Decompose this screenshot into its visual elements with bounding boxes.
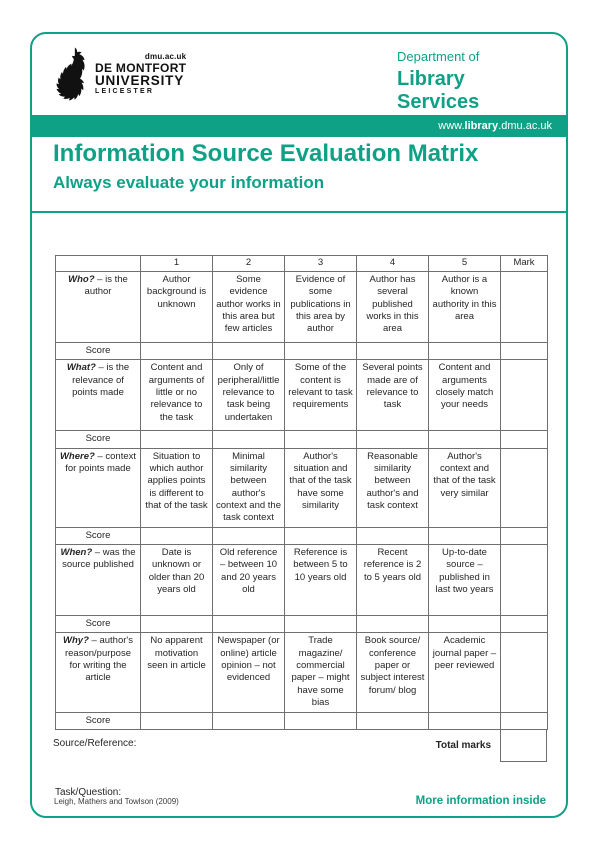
score-label: Score [56, 616, 141, 633]
criterion-cell: Author is a known authority in this area [429, 272, 501, 343]
score-cell[interactable] [357, 431, 429, 448]
mark-cell[interactable] [501, 633, 548, 712]
score-label: Score [56, 431, 141, 448]
score-cell[interactable] [285, 616, 357, 633]
criterion-cell: No apparent motivation seen in article [141, 633, 213, 712]
criterion-cell: Author has several published works in this area [357, 272, 429, 343]
score-cell[interactable] [429, 712, 501, 729]
score-label: Score [56, 712, 141, 729]
score-cell[interactable] [213, 527, 285, 544]
department-block [397, 50, 550, 114]
score-cell[interactable] [501, 343, 548, 360]
score-cell[interactable] [357, 616, 429, 633]
criterion-row-where [56, 448, 548, 527]
citation: Leigh, Mathers and Towlson (2009) [54, 797, 179, 806]
score-cell[interactable] [429, 431, 501, 448]
score-cell[interactable] [285, 343, 357, 360]
score-cell[interactable] [141, 343, 213, 360]
department-prefix: Department of [397, 49, 480, 64]
matrix-header-row [56, 256, 548, 272]
criterion-row-what [56, 360, 548, 431]
mark-cell[interactable] [501, 360, 548, 431]
row-label: Who? – is the author [56, 272, 141, 343]
url-post: .dmu.ac.uk [498, 120, 552, 132]
corner-cell [56, 256, 141, 272]
criterion-cell: Minimal similarity between author's context and the task context [213, 448, 285, 527]
score-cell[interactable] [501, 527, 548, 544]
criterion-cell: Several points made are of relevance to task [357, 360, 429, 431]
page-header [52, 44, 550, 113]
criterion-cell: Evidence of some publications in this area by author [285, 272, 357, 343]
score-cell[interactable] [285, 527, 357, 544]
totals-row [55, 730, 547, 766]
criterion-cell: Author's situation and that of the task have some similarity [285, 448, 357, 527]
score-cell[interactable] [357, 343, 429, 360]
library-url-bar [32, 115, 566, 137]
col-header-3: 3 [285, 256, 357, 272]
criterion-cell: Situation to which author applies points is different to that of the task [141, 448, 213, 527]
score-label: Score [56, 527, 141, 544]
score-cell[interactable] [213, 343, 285, 360]
score-row [56, 616, 548, 633]
total-marks-label: Total marks [435, 739, 491, 751]
col-header-5: 5 [429, 256, 501, 272]
mark-cell[interactable] [501, 272, 548, 343]
col-header-mark: Mark [501, 256, 548, 272]
row-label: What? – is the relevance of points made [56, 360, 141, 431]
url-bold: library [464, 120, 499, 132]
score-cell[interactable] [285, 431, 357, 448]
leaflet-page [30, 32, 568, 818]
logo-name-line3: LEICESTER [95, 88, 155, 96]
dmu-logo [52, 46, 186, 102]
criterion-cell: Reasonable similarity between author's and task context [357, 448, 429, 527]
criterion-cell: Some evidence author works in this area but few articles [213, 272, 285, 343]
score-cell[interactable] [501, 616, 548, 633]
score-cell[interactable] [141, 527, 213, 544]
score-cell[interactable] [141, 712, 213, 729]
criterion-cell: Trade magazine/ commercial paper – might have some bias [285, 633, 357, 712]
source-reference-label: Source/Reference: [53, 737, 137, 749]
score-row [56, 527, 548, 544]
logo-name-line1: DE MONTFORT [95, 60, 187, 75]
col-header-2: 2 [213, 256, 285, 272]
score-label: Score [56, 343, 141, 360]
criterion-row-why [56, 633, 548, 712]
criterion-cell: Newspaper (or online) article opinion – not evidenced [213, 633, 285, 712]
teal-divider [32, 211, 566, 213]
dmu-logo-text [95, 53, 186, 96]
score-cell[interactable] [141, 616, 213, 633]
score-cell[interactable] [285, 712, 357, 729]
col-header-1: 1 [141, 256, 213, 272]
mark-cell[interactable] [501, 448, 548, 527]
col-header-4: 4 [357, 256, 429, 272]
department-name: Library Services [397, 67, 480, 113]
criterion-cell: Author background is unknown [141, 272, 213, 343]
criterion-cell: Author's context and that of the task very similar [429, 448, 501, 527]
matrix-table [55, 255, 548, 730]
score-cell[interactable] [357, 527, 429, 544]
score-cell[interactable] [429, 527, 501, 544]
score-row [56, 712, 548, 729]
task-question-label: Task/Question: [55, 786, 122, 798]
logo-domain: dmu.ac.uk [144, 51, 187, 61]
criterion-cell: Only of peripheral/little relevance to task being undertaken [213, 360, 285, 431]
criterion-cell: Content and arguments closely match your needs [429, 360, 501, 431]
row-label: When? – was the source published [56, 545, 141, 616]
criterion-cell: Academic journal paper – peer reviewed [429, 633, 501, 712]
score-cell[interactable] [357, 712, 429, 729]
mark-cell[interactable] [501, 545, 548, 616]
score-cell[interactable] [213, 431, 285, 448]
criterion-cell: Some of the content is relevant to task requirements [285, 360, 357, 431]
page-title: Information Source Evaluation Matrix [53, 140, 479, 167]
total-marks-box[interactable] [500, 729, 547, 762]
score-cell[interactable] [501, 431, 548, 448]
page-subtitle: Always evaluate your information [53, 173, 325, 193]
page-footer [54, 795, 546, 807]
score-row [56, 343, 548, 360]
score-cell[interactable] [429, 343, 501, 360]
logo-name-line2: UNIVERSITY [95, 72, 185, 88]
score-cell[interactable] [501, 712, 548, 729]
score-cell[interactable] [429, 616, 501, 633]
criterion-row-who [56, 272, 548, 343]
score-row [56, 431, 548, 448]
row-label: Where? – context for points made [56, 448, 141, 527]
criterion-cell: Up-to-date source – published in last two years [429, 545, 501, 616]
criterion-cell: Date is unknown or older than 20 years old [141, 545, 213, 616]
score-cell[interactable] [141, 431, 213, 448]
score-cell[interactable] [213, 712, 285, 729]
more-information-note: More information inside [415, 795, 546, 807]
criterion-row-when [56, 545, 548, 616]
criterion-cell: Recent reference is 2 to 5 years old [357, 545, 429, 616]
criterion-cell: Old reference – between 10 and 20 years old [213, 545, 285, 616]
title-block [53, 141, 550, 193]
url-pre: www. [438, 120, 465, 132]
dmu-lion-icon [52, 46, 92, 102]
score-cell[interactable] [213, 616, 285, 633]
evaluation-matrix [55, 255, 547, 798]
criterion-cell: Book source/ conference paper or subject interest forum/ blog [357, 633, 429, 712]
criterion-cell: Content and arguments of little or no relevance to the task [141, 360, 213, 431]
criterion-cell: Reference is between 5 to 10 years old [285, 545, 357, 616]
row-label: Why? – author's reason/purpose for writing the article [56, 633, 141, 712]
